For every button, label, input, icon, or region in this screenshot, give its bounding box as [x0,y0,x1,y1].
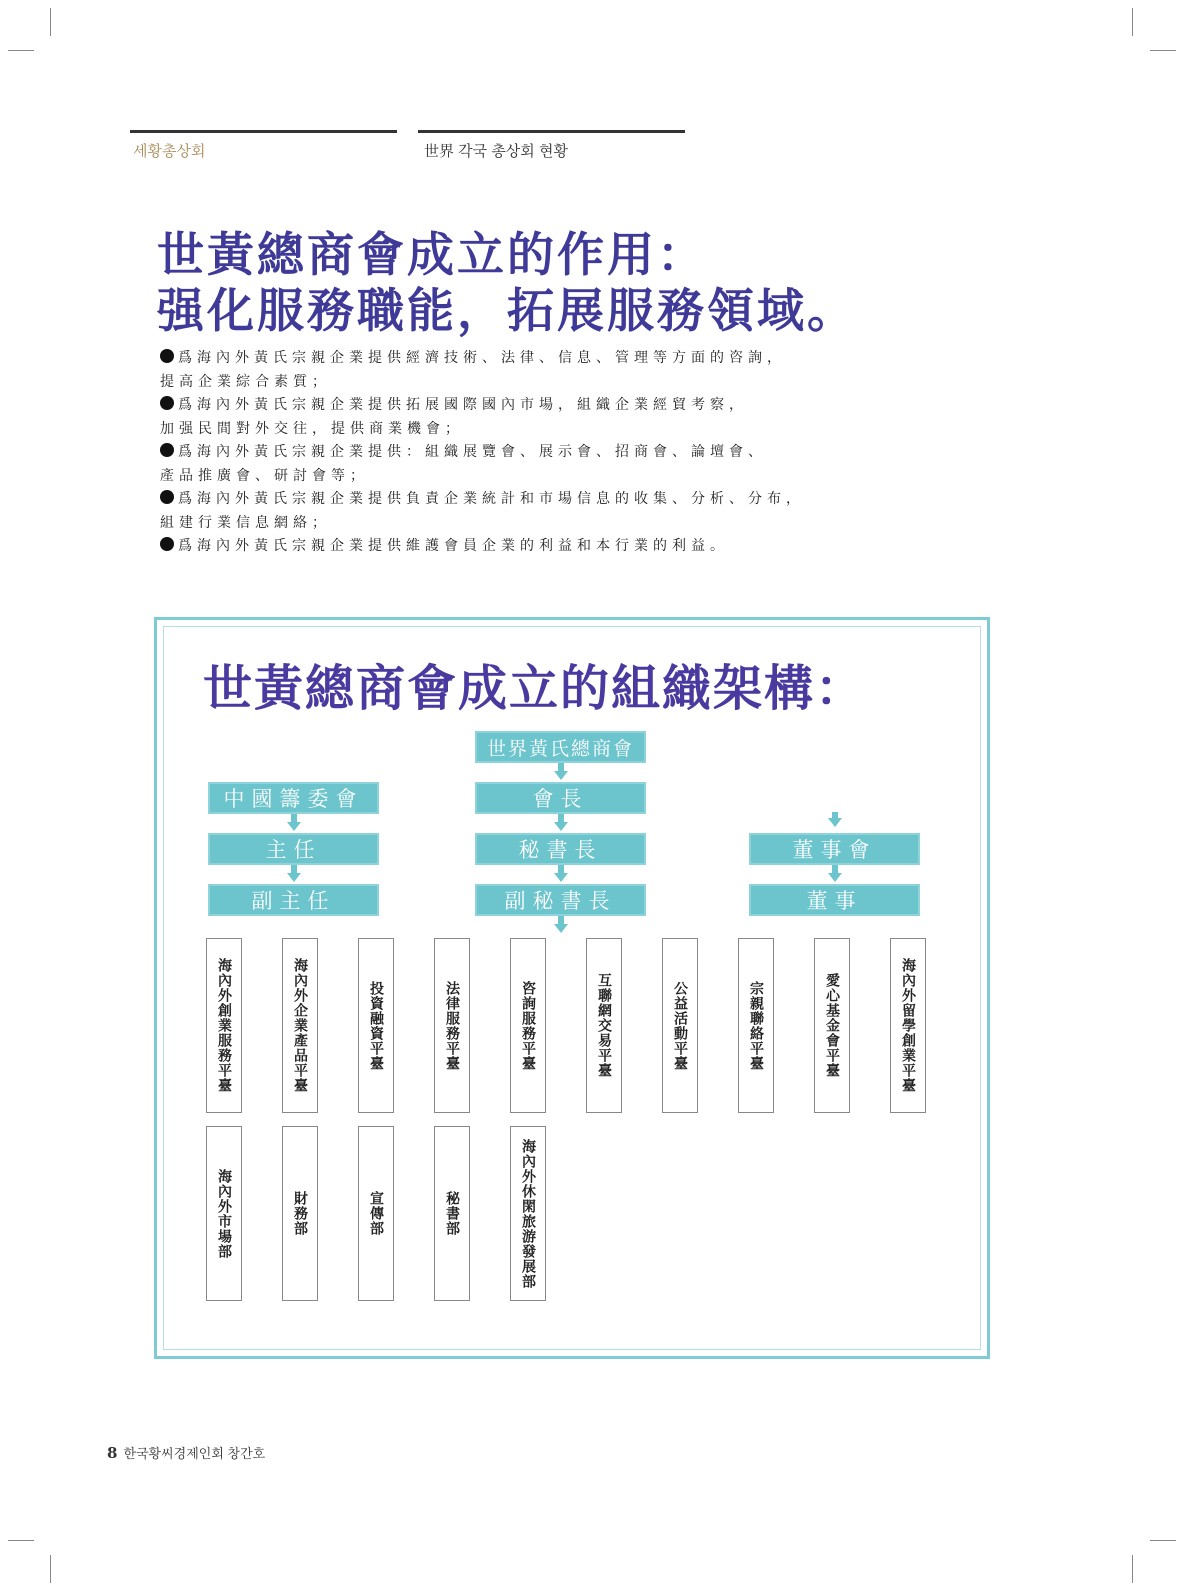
running-header-title: 世界 각국 총상회 현황 [424,143,568,160]
bullet-icon [160,443,174,457]
crop-mark [8,1540,34,1541]
connector-arrow [554,924,568,933]
page-number: 8 [107,1444,118,1462]
platform-box [814,938,850,1113]
crop-mark [50,8,51,36]
bullet-icon [160,396,174,410]
header-rule [418,130,685,133]
list-item-continuation [160,465,880,489]
list-item-text: 爲海內外黃氏宗親企業提供經濟技術、法律、信息、管理等方面的咨詢， [178,350,786,366]
org-chart-title: 世黃總商會成立的組織架構： [203,660,867,717]
list-item-continuation [160,418,880,442]
bullet-icon [160,349,174,363]
department-label: 海內外市場部 [216,1168,232,1259]
bullet-icon [160,537,174,551]
org-node-top: 世界黃氏總商會 [475,731,646,763]
crop-mark [1132,1555,1133,1583]
platform-label: 投資融資平臺 [368,980,384,1071]
header-rule [130,130,397,133]
department-box [206,1126,242,1301]
platform-box [738,938,774,1113]
page-title [157,228,857,340]
department-label: 海內外休閑旅游發展部 [520,1138,536,1289]
department-label: 財務部 [292,1191,308,1236]
connector-arrow [287,873,301,882]
department-box [510,1126,546,1301]
running-header-section: 세황총상회 [133,143,206,160]
org-node-preparatory-committee: 中國籌委會 [208,782,379,814]
page-title-line-1: 世黃總商會成立的作用： [157,228,707,283]
crop-mark [1150,1540,1176,1541]
platform-box [662,938,698,1113]
connector-arrow [558,865,564,873]
crop-mark [50,1555,51,1583]
connector-arrow [828,873,842,882]
footer-publication: 한국황씨경제인회 창간호 [123,1446,266,1461]
list-item [160,394,880,418]
list-item-text: 爲海內外黃氏宗親企業提供：組織展覽會、展示會、招商會、論壇會、 [178,444,767,460]
connector-arrow [558,814,564,822]
list-item-text: 提高企業綜合素質； [160,373,331,390]
platform-label: 愛心基金會平臺 [824,973,840,1078]
platform-box [890,938,926,1113]
bullet-icon [160,490,174,504]
connector-arrow [287,822,301,831]
crop-mark [1132,8,1133,36]
org-node-board: 董事會 [749,833,920,865]
platform-label: 海內外留學創業平臺 [900,958,916,1093]
department-box [282,1126,318,1301]
list-item-continuation [160,371,880,395]
list-item-text: 爲海內外黃氏宗親企業提供拓展國際國內市場，組織企業經貿考察， [178,397,748,413]
connector-arrow [554,771,568,780]
platform-box [358,938,394,1113]
platform-box [510,938,546,1113]
platform-label: 海內外創業服務平臺 [216,958,232,1093]
platform-box [586,938,622,1113]
connector-arrow [828,818,842,827]
platform-label: 互聯網交易平臺 [596,973,612,1078]
list-item [160,535,880,559]
list-item-text: 組建行業信息網絡； [160,514,331,531]
function-list [160,347,880,559]
department-box [434,1126,470,1301]
connector-arrow [558,916,564,924]
list-item-text: 爲海內外黃氏宗親企業提供維護會員企業的利益和本行業的利益。 [178,538,729,554]
org-chart-frame [154,617,990,1359]
connector-arrow [291,865,297,873]
platform-label: 宗親聯絡平臺 [748,980,764,1071]
department-label: 宣傳部 [368,1191,384,1236]
connector-arrow [554,822,568,831]
platform-label: 咨詢服務平臺 [520,980,536,1071]
list-item [160,488,880,512]
crop-mark [8,50,34,51]
org-node-president: 會長 [475,782,646,814]
list-item [160,441,880,465]
department-box [358,1126,394,1301]
page-footer [107,1443,265,1462]
list-item-text: 爲海內外黃氏宗親企業提供負責企業統計和市場信息的收集、分析、分布， [178,491,805,507]
platform-label: 海內外企業產品平臺 [292,958,308,1093]
connector-arrow [558,763,564,771]
org-node-board-member: 董事 [749,884,920,916]
list-item-continuation [160,512,880,536]
connector-arrow [554,873,568,882]
platform-label: 公益活動平臺 [672,980,688,1071]
list-item [160,347,880,371]
org-node-director: 主任 [208,833,379,865]
crop-mark [1150,50,1176,51]
org-node-secretary-general: 秘書長 [475,833,646,865]
org-node-deputy-director: 副主任 [208,884,379,916]
platform-box [282,938,318,1113]
org-node-deputy-secretary-general: 副秘書長 [475,884,646,916]
department-label: 秘書部 [444,1191,460,1236]
platform-label: 法律服務平臺 [444,980,460,1071]
connector-arrow [291,814,297,822]
connector-arrow [832,865,838,873]
list-item-text: 加强民間對外交往，提供商業機會； [160,420,464,437]
list-item-text: 產品推廣會、研討會等； [160,467,369,484]
platform-box [206,938,242,1113]
platform-box [434,938,470,1113]
page-title-line-2: 强化服務職能，拓展服務領域。 [157,284,857,339]
